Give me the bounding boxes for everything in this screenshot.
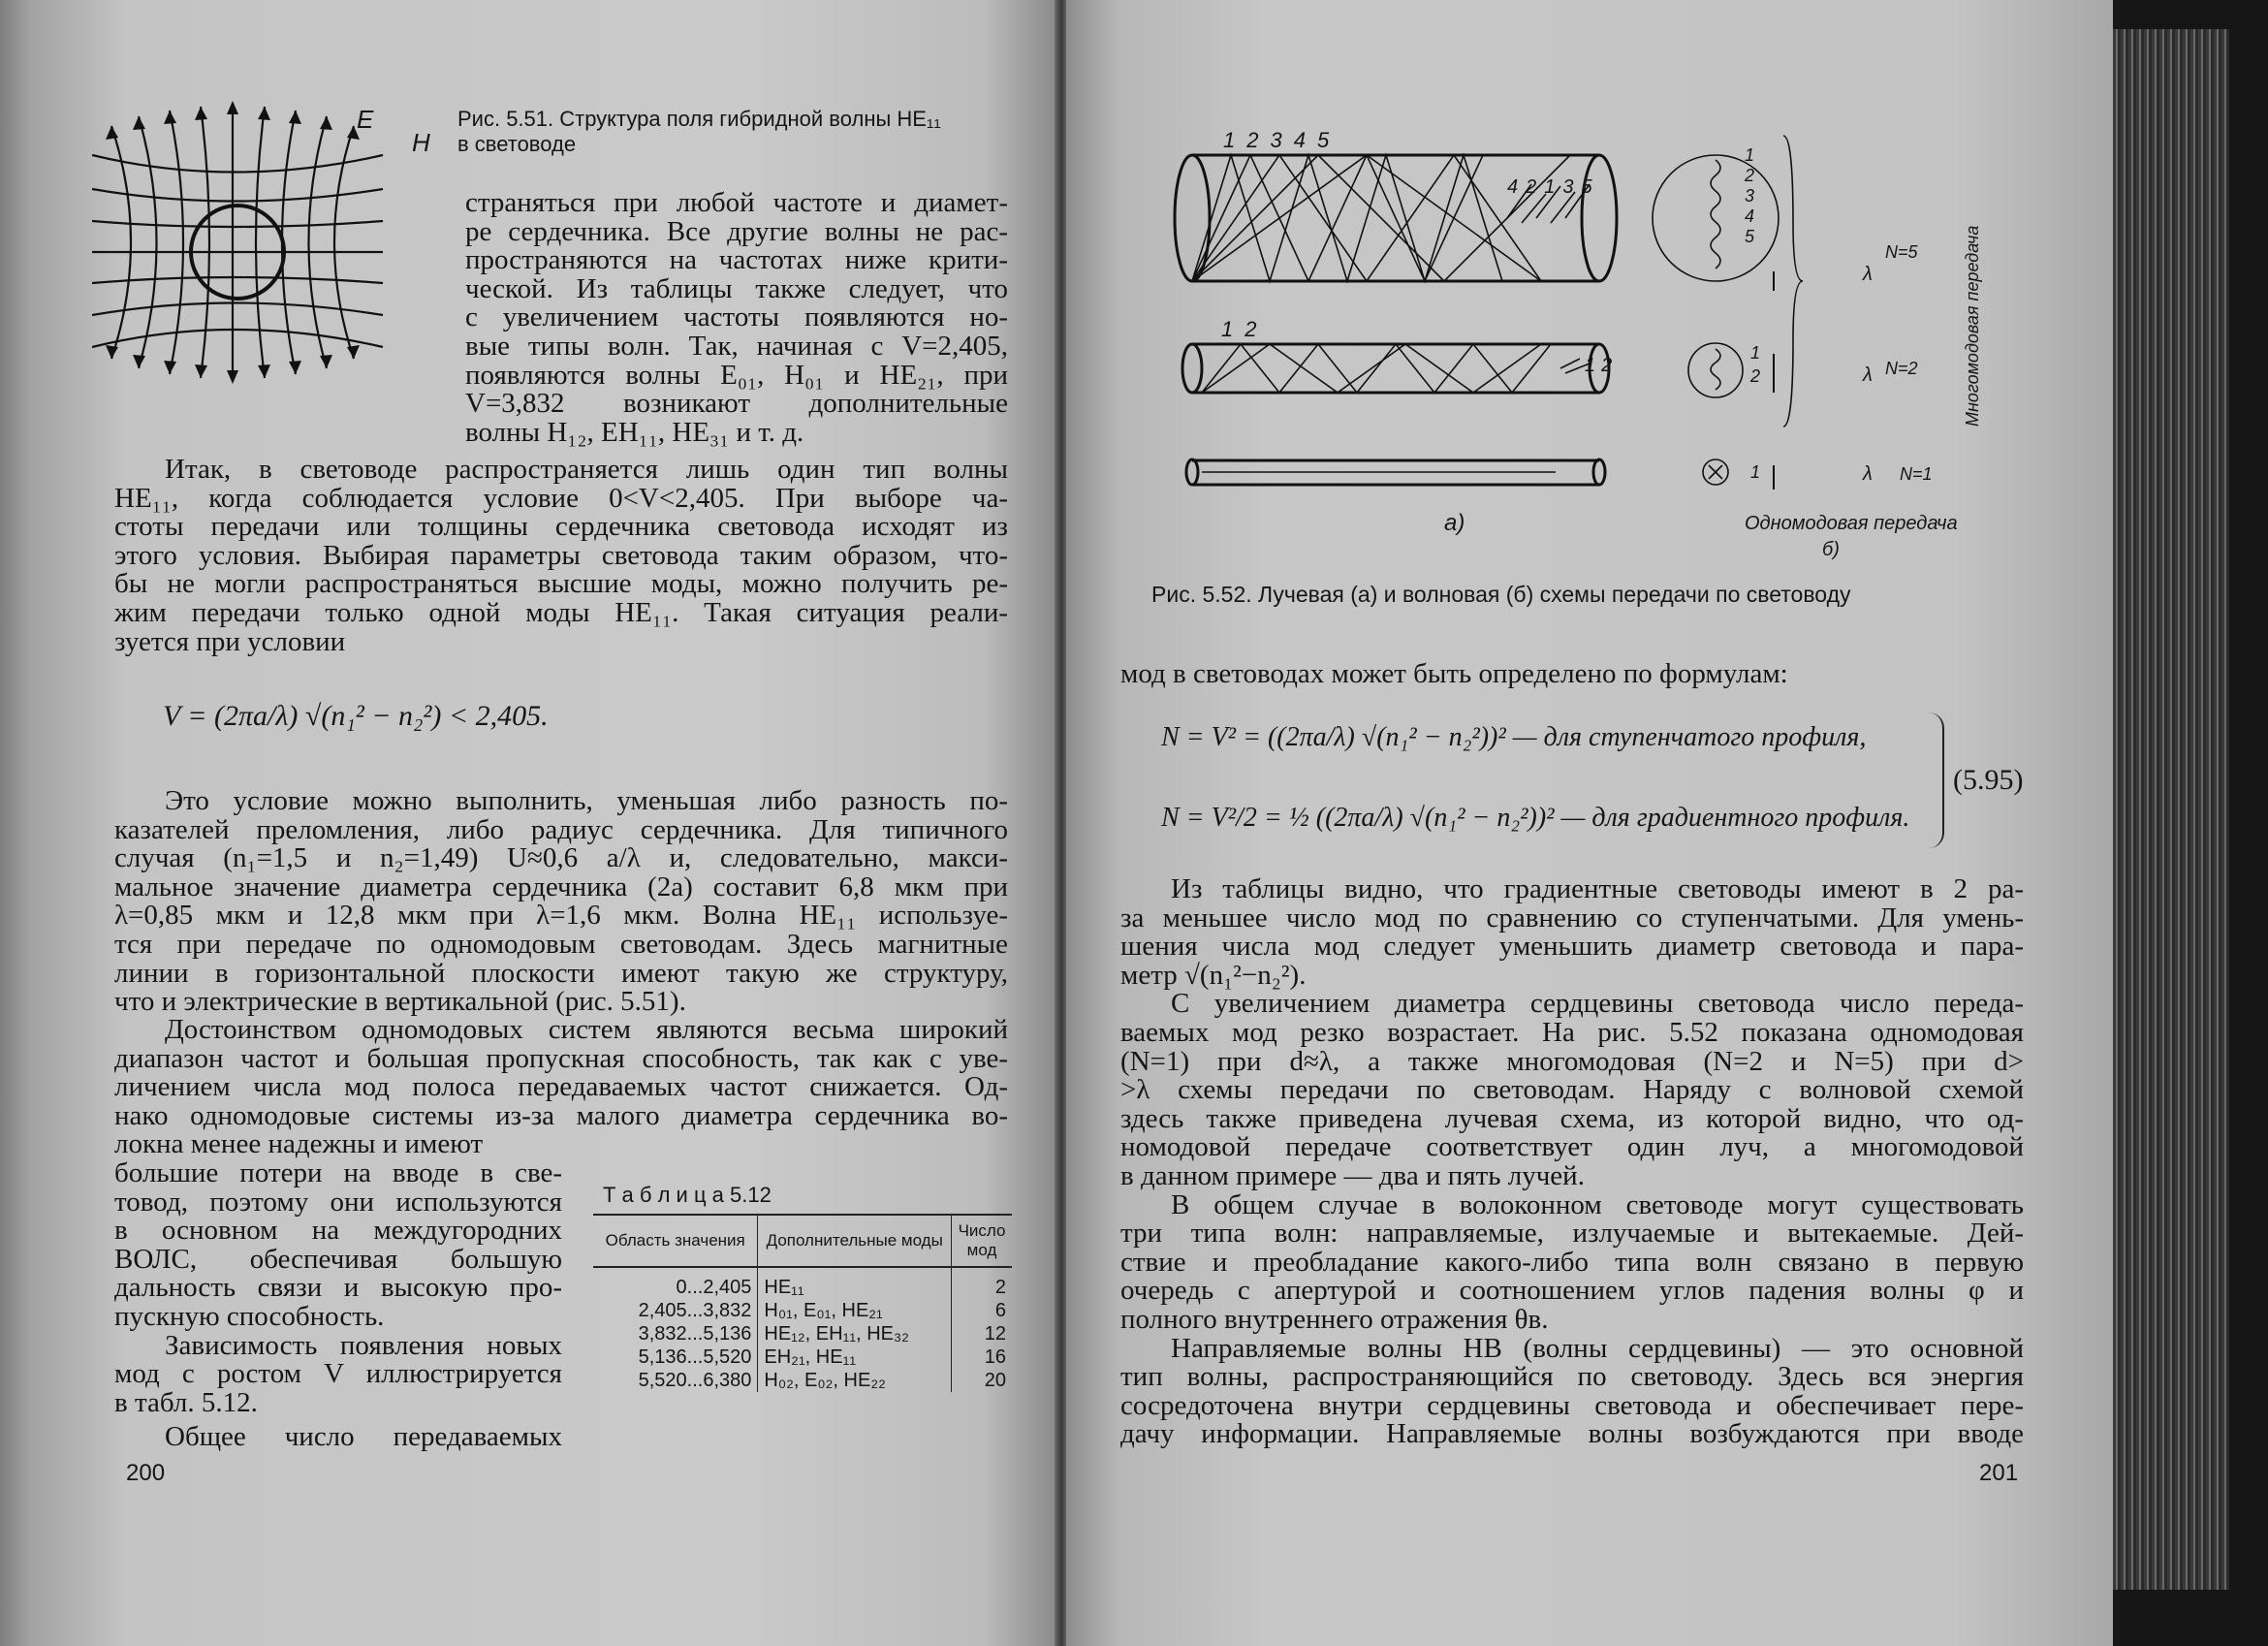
text-line: Общее число передаваемых bbox=[165, 1421, 562, 1453]
table-header: Число мод bbox=[958, 1221, 1006, 1259]
mode-number: 1 bbox=[1750, 343, 1761, 363]
intro-paragraph bbox=[465, 189, 1008, 447]
table-cell: 20 bbox=[984, 1370, 1006, 1391]
text-line: Это условие можно выполнить, уменьшая либо разность по- bbox=[165, 785, 1008, 816]
text-line: пространяются на частотах ниже крити- bbox=[465, 244, 1008, 276]
text-line: тся при передаче по одномодовым световодам. Здесь магнитные bbox=[114, 928, 1008, 960]
paragraph-2 bbox=[114, 787, 1008, 1017]
mode-number: 4 bbox=[1745, 206, 1755, 226]
text-line: этого условия. Выбирая параметры световода таким образом, что- bbox=[114, 539, 1008, 571]
mode-numbers-1: 1 bbox=[1750, 462, 1761, 482]
text-line: в данном примере — два и пять лучей. bbox=[1120, 1159, 1585, 1191]
text-line: зуется при условии bbox=[114, 625, 346, 657]
text-line: дальность связи и высокую про- bbox=[114, 1272, 562, 1304]
text-line: номодовой передаче соответствует один луч, а многомодовой bbox=[1120, 1131, 2024, 1163]
text-line: в табл. 5.12. bbox=[114, 1386, 258, 1418]
text-line: бы не могли распространяться высшие моды, можно получить ре- bbox=[114, 568, 1008, 600]
text-line: три типа волн: направляемые, излучаемые и вытекаемые. Дей- bbox=[1120, 1218, 2024, 1250]
text-line: случая (n₁=1,5 и n₂=1,49) U≈0,6 a/λ и, следовательно, макси- bbox=[114, 842, 1008, 874]
text-line: сосредоточена внутри сердцевины световода и обеспечивает пере- bbox=[1120, 1389, 2024, 1421]
ray-numbers-mid bbox=[1221, 315, 1269, 344]
text-line: в основном на междугородних bbox=[114, 1215, 562, 1247]
table-header: Область значения bbox=[593, 1215, 758, 1267]
ray-number: 3 bbox=[1270, 128, 1294, 152]
table-row bbox=[593, 1299, 1012, 1322]
text-line: ствие и преобладание какого-либо типа волн связано в первую bbox=[1120, 1246, 2024, 1278]
table-row bbox=[593, 1345, 1012, 1369]
lambda-label-1: λ bbox=[1863, 463, 1873, 485]
text-line: ВОЛС, обеспечивая большую bbox=[114, 1243, 562, 1275]
table-cell: 2 bbox=[994, 1277, 1006, 1298]
text-line: жим передачи только одной моды HE₁₁. Такая ситуация реали- bbox=[114, 596, 1008, 628]
text-line: V=3,832 возникают дополнительные bbox=[465, 388, 1008, 420]
ray-number: 4 bbox=[1293, 128, 1317, 152]
text-line: >λ схемы передачи по световодам. Наряду с волновой схемой bbox=[1120, 1074, 2024, 1106]
table-title: Т а б л и ц а 5.12 bbox=[603, 1183, 772, 1207]
text-line: полного внутреннего отражения θв. bbox=[1120, 1303, 1549, 1335]
text-line: пускную способность. bbox=[114, 1300, 385, 1332]
table-cell: HE₁₁ bbox=[758, 1267, 952, 1299]
text-line: большие потери на вводе в све- bbox=[114, 1157, 562, 1188]
table-cell: 3,832...5,136 bbox=[593, 1322, 758, 1345]
text-line: волны H₁₂, EH₁₁, HE₃₁ и т. д. bbox=[465, 416, 804, 448]
text-line: тип волны, распространяющийся по световоду. Здесь вся энергия bbox=[1120, 1361, 2024, 1393]
mode-number: 3 bbox=[1745, 186, 1755, 206]
text-line: λ=0,85 мкм и 12,8 мкм при λ=1,6 мкм. Волна HE₁₁ используе- bbox=[114, 900, 1008, 932]
text-line: мальное значение диаметра сердечника (2a) составит 6,8 мкм при bbox=[114, 870, 1008, 902]
text-line: HE₁₁, когда соблюдается условие 0<V<2,405. При выборе ча- bbox=[114, 482, 1008, 514]
text-line: дачу информации. Направляемые волны возбуждаются при вводе bbox=[1120, 1418, 2024, 1450]
caption-line: в световоде bbox=[457, 132, 577, 156]
text-line: личением числа мод полоса передаваемых частот снижается. Од- bbox=[114, 1071, 1008, 1103]
text-line: С увеличением диаметра сердцевины световода число переда- bbox=[1171, 988, 2024, 1020]
table-header: Дополнительные моды bbox=[758, 1215, 952, 1267]
table-5-12 bbox=[593, 1214, 1012, 1392]
table-cell: 5,520...6,380 bbox=[593, 1369, 758, 1392]
lambda-label-5: λ bbox=[1863, 264, 1873, 285]
text-line: В общем случае в волоконном световоде могут существовать bbox=[1171, 1188, 2024, 1220]
text-line: ре сердечника. Все другие волны не рас- bbox=[465, 215, 1008, 247]
ray-number: 5 bbox=[1317, 128, 1341, 152]
table-cell: 6 bbox=[994, 1300, 1006, 1321]
ray-numbers-out bbox=[1507, 173, 1600, 202]
text-line: Из таблицы видно, что градиентные световоды имеют в 2 ра- bbox=[1171, 873, 2024, 904]
ray-number: 3 bbox=[1562, 176, 1582, 198]
table-cell: H₀₁, E₀₁, HE₂₁ bbox=[758, 1299, 952, 1322]
table-row bbox=[593, 1322, 1012, 1345]
text-line: с увеличением частоты появляются но- bbox=[465, 301, 1008, 333]
left-page bbox=[0, 0, 1056, 1646]
fig551-label-h: H bbox=[412, 128, 430, 157]
ray-number: 1 bbox=[1544, 176, 1563, 198]
text-line: казателей преломления, либо радиус сердечника. Для типичного bbox=[114, 813, 1008, 845]
ray-number: 4 bbox=[1507, 176, 1527, 198]
ray-numbers-mid-out bbox=[1585, 351, 1618, 380]
text-line: товод, поэтому они используются bbox=[114, 1186, 562, 1218]
n1-label: N=1 bbox=[1900, 464, 1933, 484]
table-cell: 5,136...5,520 bbox=[593, 1345, 758, 1369]
table-cell: 12 bbox=[984, 1323, 1006, 1345]
text-line: что и электрические в вертикальной (рис. 5.51). bbox=[114, 986, 686, 1018]
text-line: появляются волны E₀₁, H₀₁ и HE₂₁, при bbox=[465, 359, 1008, 391]
fig551-label-e: E bbox=[357, 105, 374, 134]
text-line: вые типы волн. Так, начиная с V=2,405, bbox=[465, 330, 1008, 362]
text-line: за меньшее число мод по сравнению со ступенчатыми. Для умень- bbox=[1120, 902, 2024, 934]
text-line: Достоинством одномодовых систем являются весьма широкий bbox=[165, 1014, 1008, 1045]
formula-v-condition: V = (2πa/λ) √(n₁² − n₂²) < 2,405. bbox=[163, 700, 549, 732]
text-line: нако одномодовые системы из-за малого диаметра сердечника во- bbox=[114, 1099, 1008, 1131]
formula-step-profile: N = V² = ((2πa/λ) √(n₁² − n₂²))² — для ступенчатого профиля, bbox=[1161, 722, 1867, 752]
text-line: Итак, в световоде распространяется лишь один тип волны bbox=[165, 454, 1008, 485]
fig552-caption: Рис. 5.52. Лучевая (а) и волновая (б) схемы передачи по световоду bbox=[1151, 582, 1851, 607]
text-line: Зависимость появления новых bbox=[165, 1329, 562, 1361]
table-row bbox=[593, 1369, 1012, 1392]
multimode-label: Многомодовая передача bbox=[1963, 225, 1982, 427]
text-line: страняться при любой частоте и диамет- bbox=[465, 187, 1008, 218]
right-page bbox=[1066, 0, 2113, 1646]
ray-number: 1 bbox=[1223, 128, 1247, 152]
mode-numbers-2 bbox=[1750, 341, 1760, 388]
book-page-edges bbox=[2113, 29, 2229, 1590]
table-cell: 16 bbox=[984, 1346, 1006, 1368]
ray-number: 2 bbox=[1246, 128, 1271, 152]
paragraph-r1 bbox=[1120, 875, 2024, 1449]
text-line: мод с ростом V иллюстрируется bbox=[114, 1358, 562, 1390]
equation-number: (5.95) bbox=[1953, 764, 2024, 796]
mode-numbers-5 bbox=[1745, 145, 1754, 247]
mode-number: 1 bbox=[1745, 145, 1755, 165]
mode-number: 5 bbox=[1745, 227, 1755, 246]
fig551-field-diagram bbox=[92, 97, 441, 388]
ray-number: 2 bbox=[1601, 355, 1619, 376]
ray-number: 2 bbox=[1244, 317, 1269, 341]
ray-number: 2 bbox=[1526, 176, 1545, 198]
mode-number: 2 bbox=[1750, 366, 1761, 386]
text-line: очередь с апертурой и соотношением углов падения волны φ и bbox=[1120, 1275, 2024, 1307]
table-cell: HE₁₂, EH₁₁, HE₃₂ bbox=[758, 1322, 952, 1345]
fig552-label-a: а) bbox=[1444, 510, 1465, 536]
formula-gradient-profile: N = V²/2 = ½ ((2πa/λ) √(n₁² − n₂²))² — для градиентного профиля. bbox=[1161, 803, 1910, 833]
text-line: шения числа мод следует уменьшить диаметр световода и пара- bbox=[1120, 931, 2024, 963]
paragraph-1 bbox=[114, 456, 1008, 656]
text-line: здесь также приведена лучевая схема, из которой видно, что од- bbox=[1120, 1102, 2024, 1134]
singlemode-label: Одномодовая передача bbox=[1745, 513, 1958, 534]
text-line: ваемых мод резко возрастает. На рис. 5.52 показана одномодовая bbox=[1120, 1016, 2024, 1048]
ray-number: 5 bbox=[1581, 176, 1600, 198]
text-line: локна менее надежны и имеют bbox=[114, 1128, 484, 1160]
formula-brace bbox=[1929, 712, 1944, 848]
paragraph-3 bbox=[114, 1016, 1008, 1159]
caption-line: Рис. 5.51. Структура поля гибридной волны HE₁₁ bbox=[457, 107, 941, 131]
mode-number: 2 bbox=[1745, 166, 1755, 185]
table-cell: 0...2,405 bbox=[593, 1267, 758, 1299]
text-line: метр √(n₁²−n₂²). bbox=[1120, 959, 1307, 991]
n5-label: N=5 bbox=[1885, 242, 1918, 262]
paragraph-3-narrow bbox=[114, 1159, 562, 1452]
text-line: (N=1) при d≈λ, а также многомодовая (N=2 и N=5) при d> bbox=[1120, 1045, 2024, 1077]
ray-numbers-top bbox=[1223, 126, 1340, 155]
table-cell: EH₂₁, HE₁₁ bbox=[758, 1345, 952, 1369]
fig551-caption bbox=[457, 107, 941, 157]
page-number-right: 201 bbox=[1979, 1460, 2019, 1486]
page-number-left: 200 bbox=[126, 1460, 166, 1486]
text-line: Направляемые волны НВ (волны сердцевины) — это основной bbox=[1171, 1332, 2024, 1364]
text-line: стоты передачи или толщины сердечника световода исходят из bbox=[114, 511, 1008, 543]
text-line: диапазон частот и большая пропускная способность, так как с уве- bbox=[114, 1042, 1008, 1074]
ray-number: 1 bbox=[1221, 317, 1245, 341]
n2-label: N=2 bbox=[1885, 359, 1918, 378]
ray-number: 1 bbox=[1585, 355, 1602, 376]
table-cell: H₀₂, E₀₂, HE₂₂ bbox=[758, 1369, 952, 1392]
formula-lead-line: мод в световодах может быть определено по формулам: bbox=[1120, 658, 1788, 689]
text-line: ческой. Из таблицы также следует, что bbox=[465, 272, 1008, 304]
fig552-label-b: б) bbox=[1822, 539, 1840, 560]
table-row bbox=[593, 1267, 1012, 1299]
table-cell: 2,405...3,832 bbox=[593, 1299, 758, 1322]
lambda-label-2: λ bbox=[1863, 364, 1873, 386]
text-line: линии в горизонтальной плоскости имеют такую же структуру, bbox=[114, 957, 1008, 989]
